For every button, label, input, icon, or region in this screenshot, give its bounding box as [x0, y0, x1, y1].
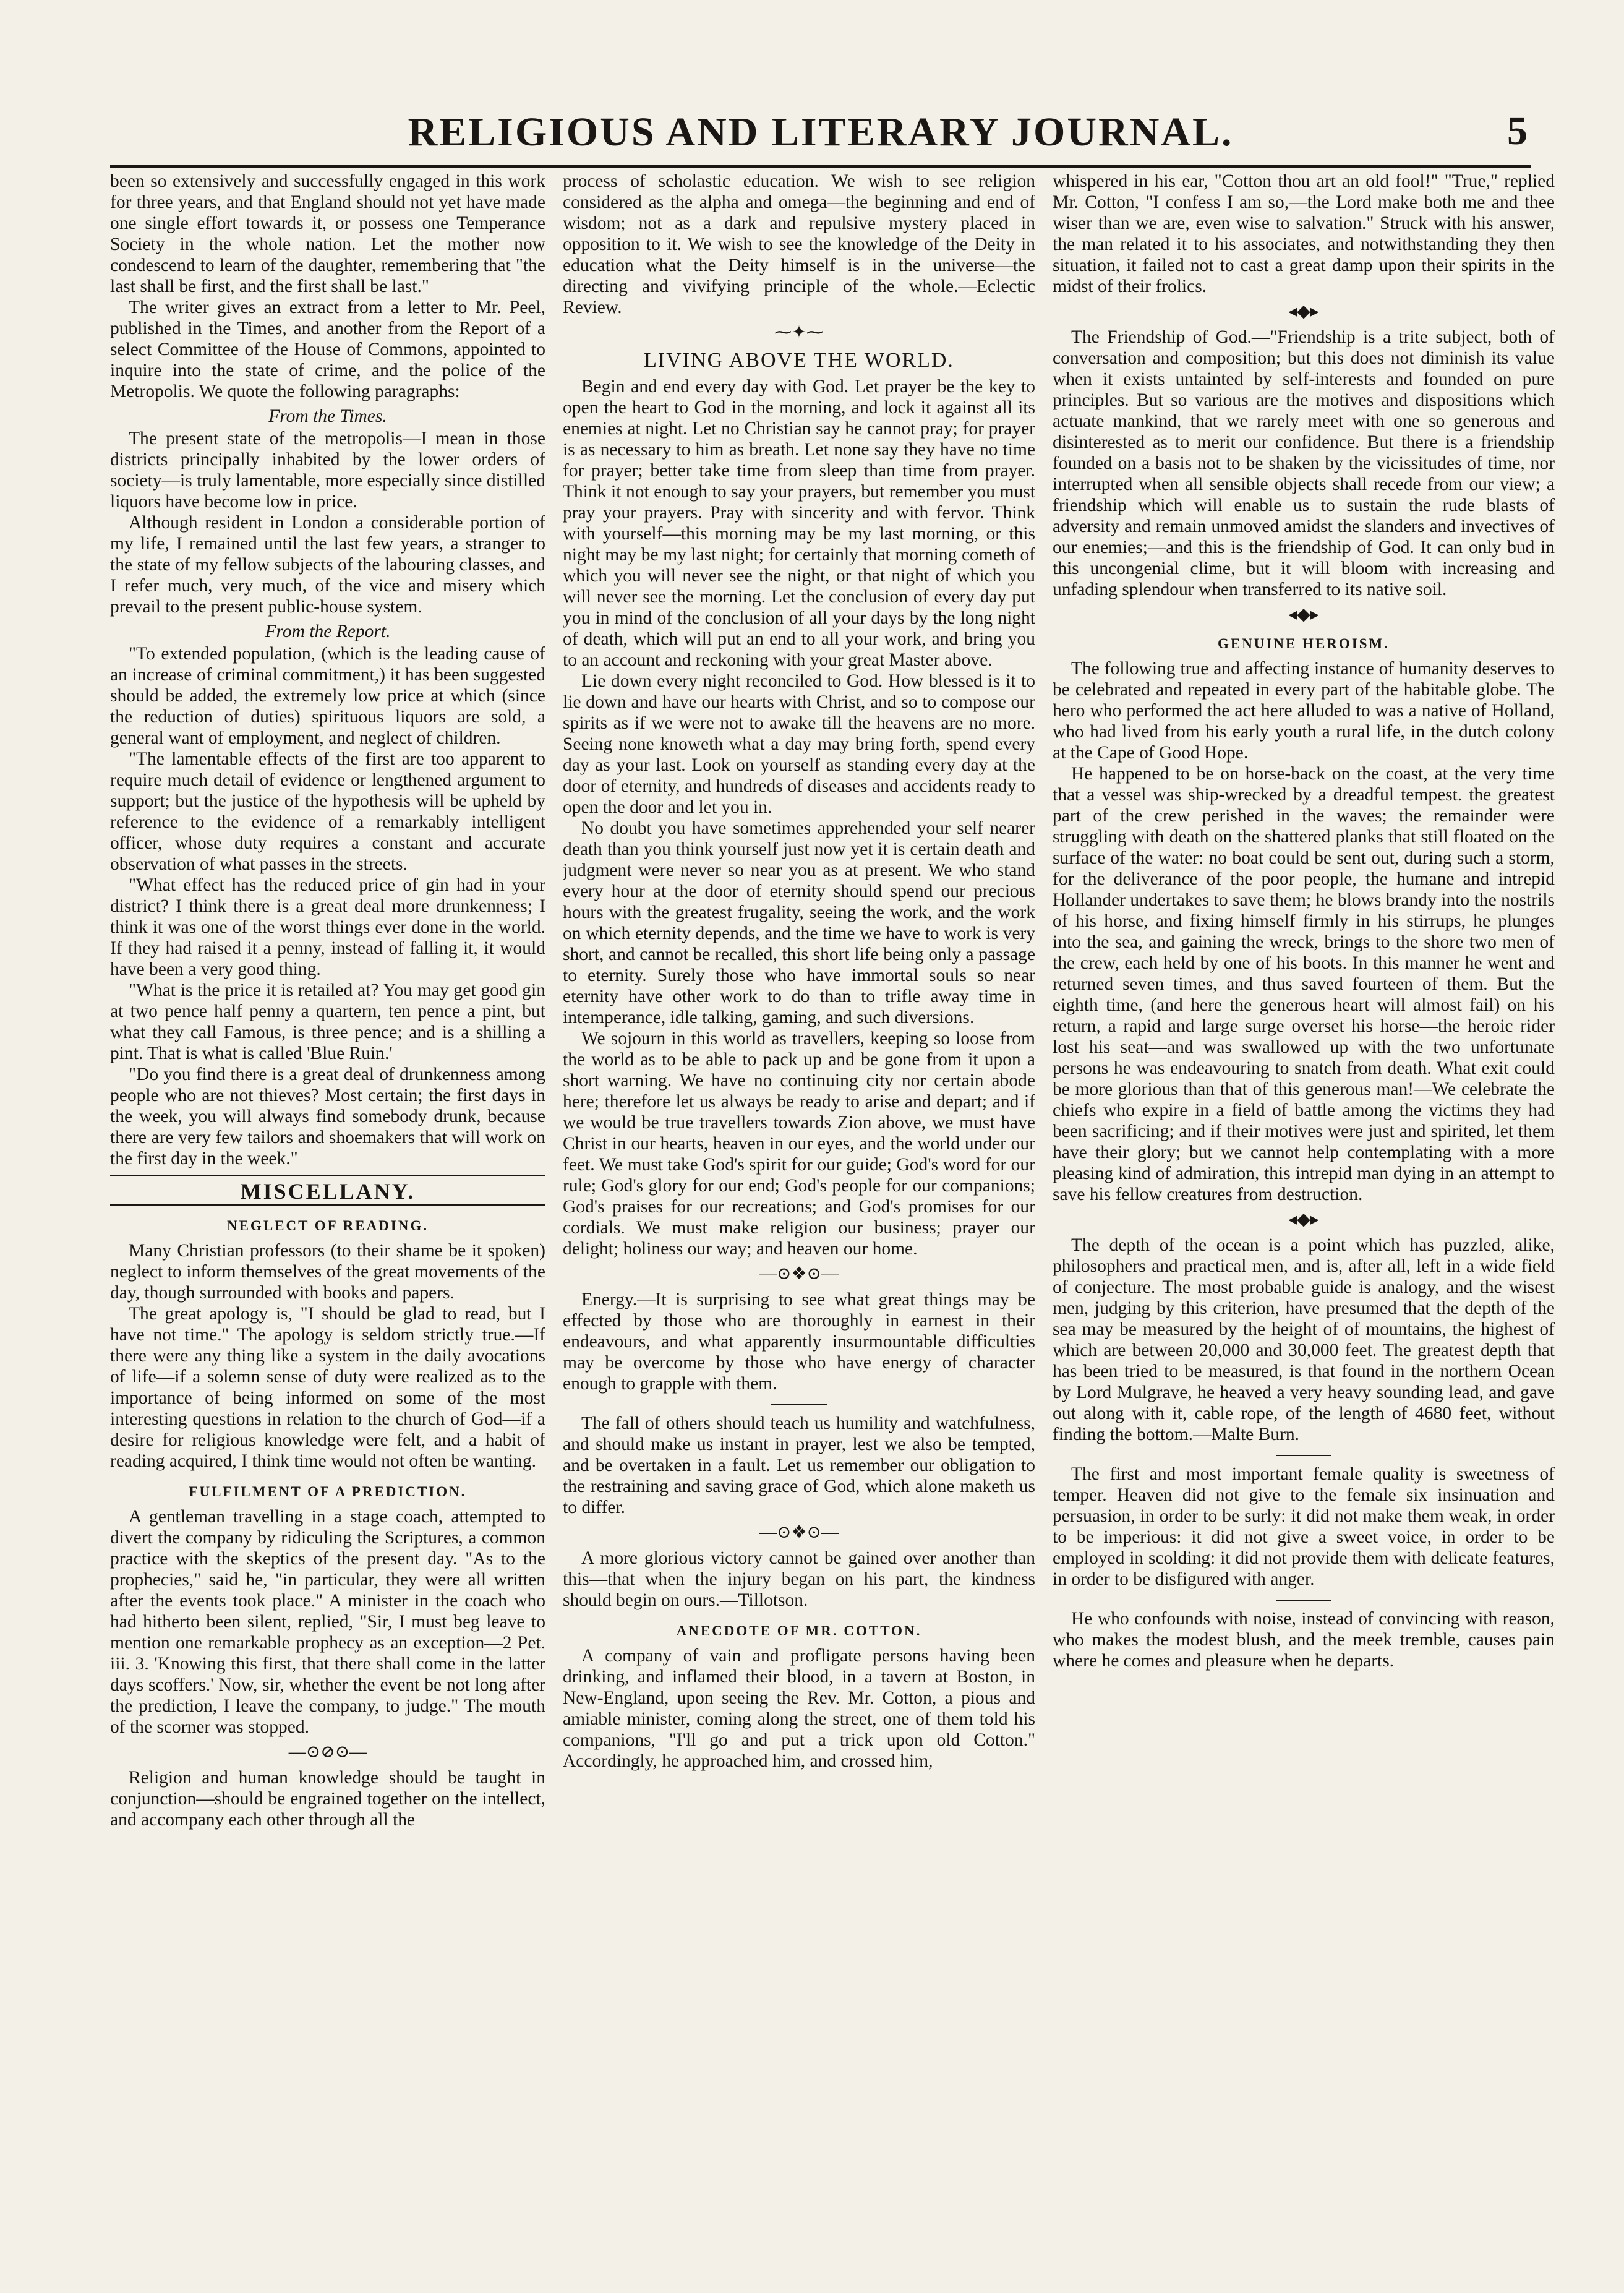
paragraph: "Do you find there is a great deal of drunkenness among people who are not thieves? Most certain; the first days in the week, you will always find somebody drunk, because there are very few tailors and shoemakers that will work on the first day in the week." — [110, 1065, 545, 1168]
article-heading: GENUINE HEROISM. — [1217, 636, 1390, 651]
paragraph: A company of vain and profligate persons having been drinking, and inflamed their blood, in a tavern at Boston, in New-England, upon seeing the Rev. Mr. Cotton, a pious and amiable minister, coming along the street, one of them told his companions, "I'll go and put a trick upon old Cotton." Accordingly, he approached him, and crossed him, — [563, 1646, 1035, 1771]
paragraph: He happened to be on horse-back on the coast, at the very time that a vessel was ship-wrecked by a dreadful tempest. the greatest part of the crew perished in the waves; the remainder were struggling with death on the shattered planks that still floated on the surface of the water: no boat could be sent out, during such a storm, for the deliverance of the poor people, the humane and intrepid Hollander undertakes to save them; he blows brandy into the nostrils of his horse, and fixing himself firmly in his stirrups, he plunges into the sea, and gaining the wreck, brings to the shore two men of the crew, each held by one of his boots. In this manner he went and returned seven times, and thus saved fourteen of them. But the eighth time, (and here the generous heart will almost fail) on his return, a rapid and large surge overset his horse—the heroic rider lost his seat—and was swallowed up with the two unfortunate persons he was endeavouring to snatch from death. What exit could be more glorious than that of this generous man!—We celebrate the chiefs who expire in a field of battle among the victims they had been sacrificing; and if their motives were just and spirited, let them have their glory; but we cannot help contemplating with a more pleasing kind of admiration, this intrepid man dying in an attempt to save his fellow creatures from destruction. — [1053, 764, 1555, 1204]
ornament-divider: —⊙❖⊙— — [759, 1264, 839, 1284]
short-rule — [771, 1404, 827, 1405]
paragraph: "What is the price it is retailed at? You may get good gin at two pence half penny a quartern, ten pence a pint, but what they call Famous, is three pence; and is a shilling a pint. That is what is called 'Blue Ruin.' — [110, 980, 545, 1063]
paragraph: The fall of others should teach us humility and watchfulness, and should make us instant in prayer, lest we also be tempted, and be overtaken in a fault. Let us remember our obligation to the restraining and saving grace of God, which alone maketh us to differ. — [563, 1413, 1035, 1517]
columns — [110, 171, 1555, 2237]
column-1 — [110, 171, 545, 2237]
ornament-divider: —⊙⊘⊙— — [288, 1742, 367, 1762]
article-heading: LIVING ABOVE THE WORLD. — [644, 349, 954, 372]
paragraph: "What effect has the reduced price of gin had in your district? I think there is a great deal more drunkenness; I think it was one of the worst things ever done in the world. If they had raised it a penny, instead of falling it, it would have been a very good thing. — [110, 875, 545, 979]
column-3 — [1053, 171, 1555, 2237]
paragraph: "The lamentable effects of the first are too apparent to require much detail of evidence or lengthened argument to support; but the justice of the hypothesis will be upheld by reference to the evidence of a remarkably intelligent officer, whose duty requires a constant and accurate observation of what passes in the streets. — [110, 749, 545, 874]
article-heading: NEGLECT OF READING. — [226, 1218, 429, 1233]
paragraph: The present state of the metropolis—I mean in those districts principally inhabited by the lower orders of society—is truly lamentable, more especially since distilled liquors have become low in price. — [110, 429, 545, 512]
paragraph: He who confounds with noise, instead of convincing with reason, who makes the modest blush, and the meek tremble, causes pain where he comes and pleasure when he departs. — [1053, 1609, 1555, 1671]
ornament-divider: ◂◆▸ — [1288, 1210, 1319, 1229]
ornament-divider: ◂◆▸ — [1288, 302, 1319, 321]
page-number: 5 — [1507, 108, 1528, 153]
paragraph: A gentleman travelling in a stage coach, attempted to divert the company by ridiculing the Scriptures, a common practice with the skeptics of the present day. "As to the prophecies," said he, "in particular, they were all written after the events took place." A minister in the coach who had hitherto been silent, replied, "Sir, I must beg leave to mention one remarkable prophecy as an exception—2 Pet. iii. 3. 'Knowing this first, that there shall come in the latter days scoffers.' Now, sir, whether the event be not long after the prediction, I leave the company, to judge." The mouth of the scorner was stopped. — [110, 1507, 545, 1737]
paragraph: Many Christian professors (to their shame be it spoken) neglect to inform themselves of the great movements of the day, though surrounded with books and papers. — [110, 1241, 545, 1303]
paragraph: We sojourn in this world as travellers, keeping so loose from the world as to be able to pack up and be gone from it upon a short warning. We have no continuing city nor certain abode here; therefore let us always be ready to arise and depart; and if we would be true travellers towards Zion above, we must have Christ in our hearts, heaven in our eyes, and the world under our feet. We must take God's spirit for our guide; God's word for our rule; God's glory for our end; God's people for our companions; God's praises for our recreations; and God's promises for our cordials. We must make religion our business; prayer our delight; holiness our way; and heaven our home. — [563, 1029, 1035, 1259]
paragraph: The Friendship of God.—"Friendship is a trite subject, both of conversation and composition; but this does not diminish its value when it exists untainted by self-interests and founded on pure principles. But so various are the motives and dispositions which actuate mankind, that we rarely meet with one so generous and disinterested as to merit our confidence. But there is a friendship founded on a basis not to be shaken by the vicissitudes of time, nor interrupted when all sensible objects shall recede from our view; a friendship which will enable us to sustain the rude blasts of adversity and remain unmoved amidst the slanders and invectives of our enemies;—and this is the friendship of God. It can only bud in this uncongenial clime, but it will bloom with increasing and unfading splendour when transferred to its native soil. — [1053, 327, 1555, 599]
paragraph: Although resident in London a considerable portion of my life, I remained until the last few years, a stranger to the state of my fellow subjects of the labouring classes, and I refer much, very much, of the vice and misery which prevail to the present public-house system. — [110, 513, 545, 617]
short-rule — [1276, 1600, 1331, 1601]
article-heading: ANECDOTE OF MR. COTTON. — [676, 1623, 922, 1639]
paragraph: The depth of the ocean is a point which has puzzled, alike, philosophers and practical men, and is, after all, left in a wide field of conjecture. The most probable guide is analogy, and the wisest men, judging by this criterion, have presumed that the depth of the sea may be measured by the height of of mountains, the highest of which are between 20,000 and 30,000 feet. The greatest depth that has been tried to be measured, is that found in the northern Ocean by Lord Mulgrave, he heaved a very heavy sounding lead, and gave out along with it, cable rope, of the length of 4680 feet, without finding the bottom.—Malte Burn. — [1053, 1235, 1555, 1444]
paragraph: Lie down every night reconciled to God. How blessed is it to lie down and have our hearts with Christ, and so to compose our spirits as if we were not to awake till the heavens are no more. Seeing none knoweth what a day may bring forth, spend every day as your last. Look on yourself as standing every day at the door of eternity, and hundreds of diseases and accidents ready to open the door and let you in. — [563, 671, 1035, 817]
subsection-label: From the Report. — [265, 622, 391, 641]
ornament-divider: ⁓✦⁓ — [774, 323, 824, 342]
masthead — [110, 105, 1531, 168]
paragraph: A more glorious victory cannot be gained over another than this—that when the injury began on his part, the kindness should begin on ours.—Tillotson. — [563, 1548, 1035, 1610]
paragraph: Religion and human knowledge should be taught in conjunction—should be engrained together on the intellect, and accompany each other through all the — [110, 1768, 545, 1830]
article-heading: FULFILMENT OF A PREDICTION. — [189, 1484, 467, 1499]
paragraph: "To extended population, (which is the leading cause of an increase of criminal commitment,) it has been suggested should be added, the extremely low price at which (since the reduction of duties) spirituous liquors are sold, a general want of employment, and neglect of children. — [110, 644, 545, 748]
column-2 — [563, 171, 1035, 2237]
paragraph: whispered in his ear, "Cotton thou art an old fool!" "True," replied Mr. Cotton, "I confess I am so,—the Lord make both me and thee wiser than we are, even wise to salvation." Struck with his answer, the man related it to his associates, and notwithstanding they then situation, it failed not to cast a great damp upon their spirits in the midst of their frolics. — [1053, 171, 1555, 296]
ornament-divider: —⊙❖⊙— — [759, 1523, 839, 1542]
paragraph: The writer gives an extract from a letter to Mr. Peel, published in the Times, and another from the Report of a select Committee of the House of Commons, appointed to inquire into the state of crime, and the police of the Metropolis. We quote the following paragraphs: — [110, 298, 545, 401]
ornament-divider: ◂◆▸ — [1288, 605, 1319, 624]
section-heading-miscellany: MISCELLANY. — [110, 1175, 545, 1206]
paragraph: been so extensively and successfully engaged in this work for three years, and that England should not yet have made one single effort towards it, or possess one Temperance Society in the whole nation. Let the mother now condescend to learn of the daughter, remembering that "the last shall be first, and the first shall be last." — [110, 171, 545, 296]
paragraph: The great apology is, "I should be glad to read, but I have not time." The apology is seldom strictly true.—If there were any thing like a system in the daily avocations of life—if a solemn sense of duty were realized as to the importance of being informed on some of the most interesting questions in relation to the church of God—if a desire for religious knowledge were felt, and a habit of reading acquired, I think time would not often be wanting. — [110, 1304, 545, 1471]
paragraph: The following true and affecting instance of humanity deserves to be celebrated and repeated in every part of the habitable globe. The hero who performed the act here alluded to was a native of Holland, who had lived from his early youth a rural life, in the dutch colony at the Cape of Good Hope. — [1053, 659, 1555, 763]
paragraph: The first and most important female quality is sweetness of temper. Heaven did not give to the female six insinuation and persuasion, in order to be surly: it did not make them weak, in order to be imperious: it did not give a sweet voice, in order to be employed in scolding: it did not provide them with delicate features, in order to be disfigured with anger. — [1053, 1464, 1555, 1589]
paragraph: No doubt you have sometimes apprehended your self nearer death than you think yourself just now yet it is certain death and judgment were never so near you as at present. We who stand every hour at the door of eternity should spend our precious hours with the greatest frugality, seeing the work, and the work on which eternity depends, and the time we have to work is very short, and cannot be recalled, this short life being only a passage to eternity. Surely those who have immortal souls so near eternity have other work to do than to trifle away time in intemperance, idle talking, gaming, and such diversions. — [563, 818, 1035, 1027]
journal-title: RELIGIOUS AND LITERARY JOURNAL. — [408, 109, 1234, 155]
subsection-label: From the Times. — [268, 406, 387, 426]
paragraph: Energy.—It is surprising to see what great things may be effected by those who are thoroughly in earnest in their endeavours, and what apparently insurmountable difficulties may be overcome by those who have energy of character enough to grapple with them. — [563, 1290, 1035, 1394]
paragraph: Begin and end every day with God. Let prayer be the key to open the heart to God in the morning, and lock it against all its enemies at night. Let no Christian say he cannot pray; for prayer is as necessary to him as breath. Let none say they have no time for prayer; better take time from sleep than time from prayer. Think it not enough to say your prayers, but remember you must pray your prayers. Pray with sincerity and with fervor. Think with yourself—this morning may be my last morning, or this night may be my last night; for certainly that morning cometh of which you will never see the night, or that night of which you will never see the morning. Let the conclusion of every day put you in mind of the conclusion of all your days by the long night of death, which will put an end to all your work, and bring you to an account and reckoning with your great Master above. — [563, 377, 1035, 670]
short-rule — [1276, 1455, 1331, 1456]
paragraph: process of scholastic education. We wish to see religion considered as the alpha and omega—the beginning and end of wisdom; not as a dark and repulsive mystery placed in opposition to it. We wish to see the knowledge of the Deity in education what the Deity himself is in the universe—the directing and vivifying principle of the whole.—Eclectic Review. — [563, 171, 1035, 317]
